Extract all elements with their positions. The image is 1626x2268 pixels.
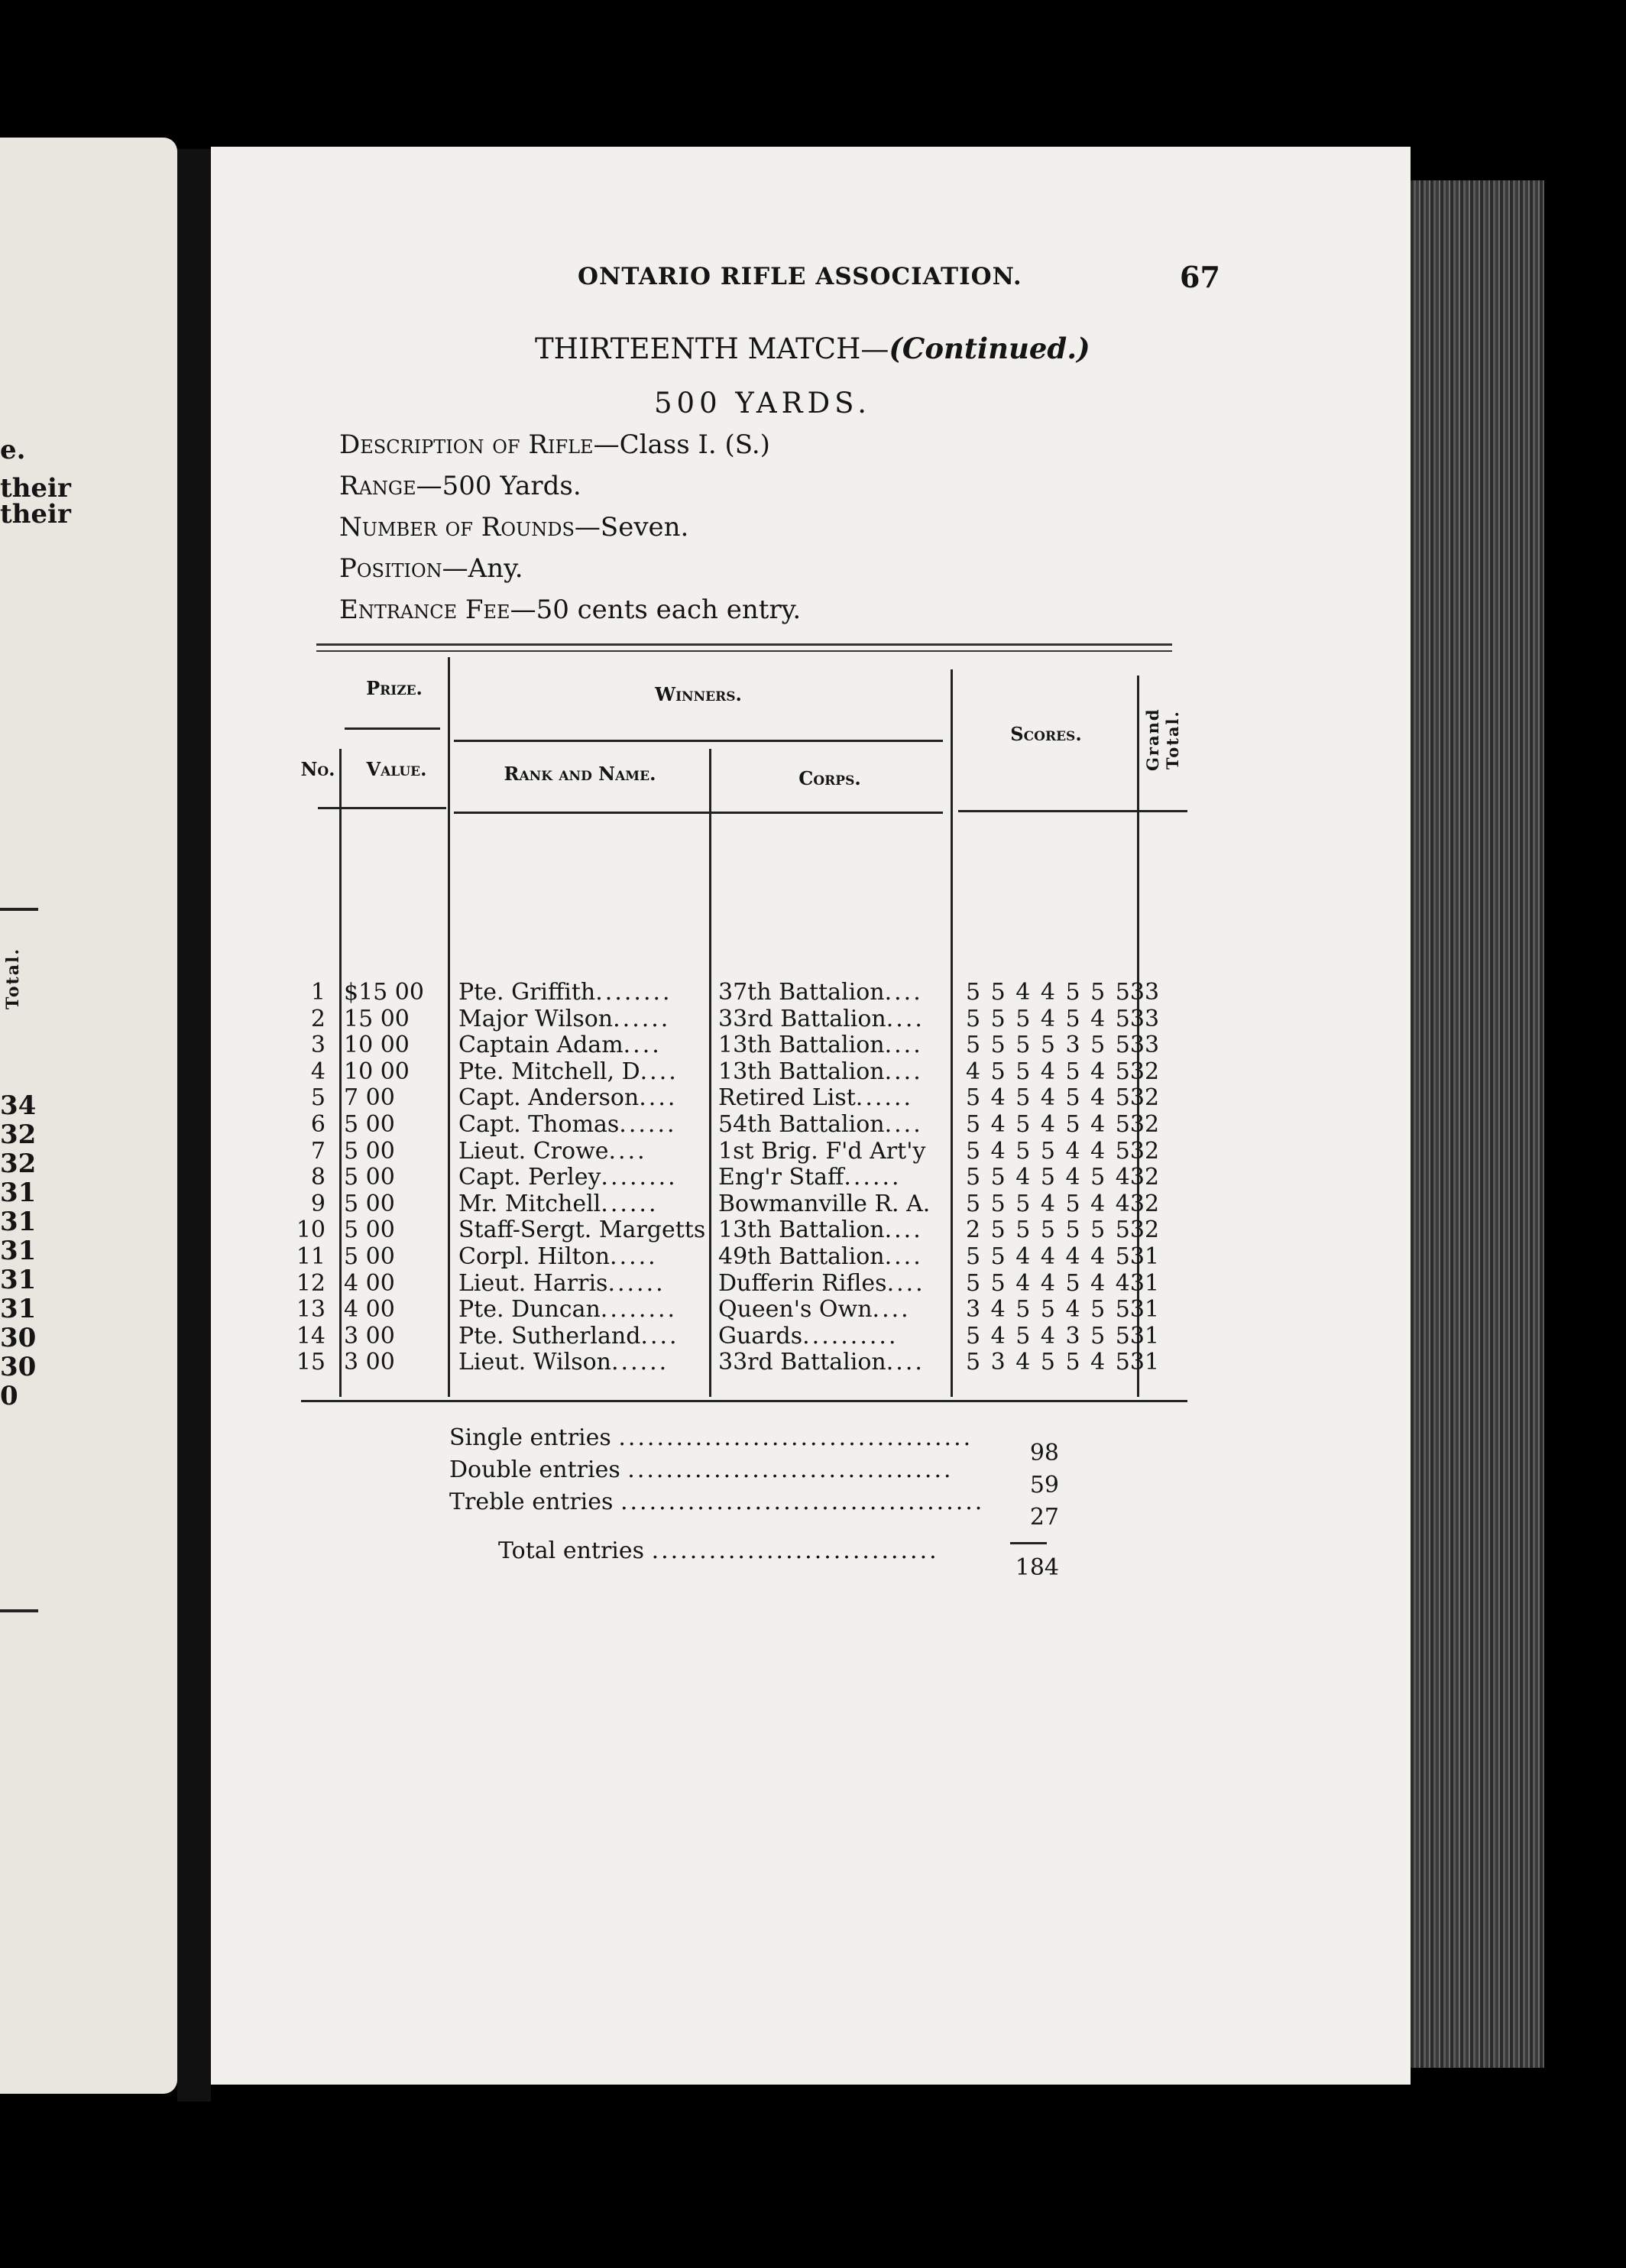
summary-label: Single entries [449,1424,611,1451]
winner-name-text: Corpl. Hilton [458,1244,611,1270]
prize-value [344,1244,451,1270]
condition-label: Position [339,553,442,584]
left-total: 31 [0,1236,37,1266]
prize-number-text: 11 [296,1243,326,1270]
condition-label: Entrance Fee [339,595,510,625]
summary-leader: ..................................... [618,1424,973,1451]
grand-total-text: 32 [1129,1137,1160,1165]
prize-number-text: 10 [296,1217,326,1244]
winner-corps [718,1191,964,1217]
header-value: Value. [366,758,427,780]
winner-name [458,1085,718,1111]
summary-total-value: 184 [1015,1554,1059,1581]
dot-leader: ...... [844,1165,902,1191]
prize-number-text: 9 [310,1190,326,1217]
grand-total [1122,1059,1168,1085]
grand-total [1122,1139,1168,1165]
prize-value-text: 7 00 [344,1084,395,1112]
dot-leader: .... [886,1270,925,1297]
shot-scores [966,1059,1132,1085]
left-text-fragment: e. [0,435,26,465]
left-total: 30 [0,1352,37,1382]
match-title [535,332,1090,365]
right-page [211,147,1411,2085]
dot-leader: .... [884,1058,923,1085]
table-row [211,1349,1204,1375]
grand-total-text: 32 [1129,1111,1160,1138]
winner-name [458,980,718,1006]
summary-row-total [498,1537,939,1564]
winner-name [458,1217,718,1243]
dot-leader: ........ [601,1165,678,1191]
left-total: 31 [0,1265,37,1295]
winner-name [458,1349,718,1375]
grand-total-text: 33 [1129,1005,1160,1032]
dot-leader: ...... [619,1112,677,1138]
grand-total-text: 32 [1129,1058,1160,1085]
winner-name [458,1324,718,1349]
table-bottom-rule [301,1400,1187,1402]
dot-leader: ...... [611,1349,669,1376]
prize-number-text: 8 [310,1164,326,1191]
grand-total-text: 33 [1129,979,1160,1006]
grand-total [1122,1165,1168,1191]
winner-corps-text: Dufferin Rifles [718,1270,887,1297]
header-winners: Winners. [655,683,742,705]
shot-scores-text: 5 4 5 4 5 4 5 [966,1084,1132,1112]
winner-corps [718,1006,964,1032]
grand-total [1122,1006,1168,1032]
shot-scores [966,1244,1132,1270]
winner-corps [718,1217,964,1243]
grand-total [1122,1324,1168,1349]
table-row [211,1191,1204,1217]
summary-leader: ...................................... [620,1489,985,1515]
prize-number [283,1297,326,1323]
dot-leader: .... [884,1112,923,1138]
grand-total [1122,1217,1168,1243]
grand-total [1122,1085,1168,1111]
left-total: 0 [0,1381,18,1411]
shot-scores [966,1297,1132,1323]
grand-total-text: 31 [1129,1349,1160,1376]
winner-name [458,1244,718,1270]
winner-corps-text: 13th Battalion [718,1058,885,1085]
winner-corps-text: 13th Battalion [718,1217,885,1244]
prize-value [344,1059,451,1085]
table-row [211,980,1204,1006]
header-scores: Scores. [1010,723,1082,745]
shot-scores-text: 4 5 5 4 5 4 5 [966,1058,1132,1085]
prize-value [344,1217,451,1243]
shot-scores [966,1112,1132,1138]
prize-number [283,1112,326,1138]
prize-value-text: 5 00 [344,1190,395,1217]
condition-rifle [339,429,770,460]
condition-label: Range [339,471,416,501]
prize-value-text: 5 00 [344,1111,395,1138]
winner-name-text: Mr. Mitchell [458,1191,601,1217]
summary-label: Double entries [449,1456,620,1483]
shot-scores [966,1324,1132,1349]
shot-scores-text: 2 5 5 5 5 5 5 [966,1217,1132,1244]
dot-leader: .... [884,1032,923,1059]
winner-corps [718,980,964,1006]
grand-total-text: 31 [1129,1269,1160,1297]
winner-corps-text: Guards [718,1323,803,1349]
shot-scores [966,1349,1132,1375]
header-corps: Corps. [798,767,861,789]
dot-leader: .......... [802,1323,899,1349]
table-top-rule [316,643,1172,652]
table-row [211,1139,1204,1165]
winner-name [458,1059,718,1085]
prize-number [283,1139,326,1165]
prize-number [283,1032,326,1058]
shot-scores-text: 5 5 4 5 4 5 4 [966,1164,1132,1191]
winner-corps [718,1349,964,1375]
winner-corps [718,1059,964,1085]
summary-value: 59 [1029,1472,1059,1498]
winner-name-text: Lieut. Harris [458,1270,608,1297]
prize-value-text: 3 00 [344,1349,395,1376]
prize-number-text: 7 [310,1137,326,1165]
prize-value-text: 5 00 [344,1164,395,1191]
prize-value [344,1349,451,1375]
header-rule [318,807,446,809]
prize-value-text: 15 00 [344,1005,410,1032]
prize-value [344,1085,451,1111]
grand-total [1122,1271,1168,1297]
left-total: 32 [0,1119,37,1150]
winner-corps-text: 1st Brig. F'd Art'y [718,1138,926,1165]
condition-position [339,553,523,584]
prize-value-text: $15 00 [344,979,424,1006]
left-page-fragment [0,138,177,2094]
prize-value [344,980,451,1006]
prize-number-text: 6 [310,1111,326,1138]
grand-total-text: 33 [1129,1032,1160,1059]
left-total: 30 [0,1323,37,1353]
prize-number-text: 1 [310,979,326,1006]
table-row [211,1244,1204,1270]
dot-leader: .... [608,1138,647,1165]
prize-number [283,1059,326,1085]
prize-value [344,1271,451,1297]
left-totals-column [0,1091,36,1411]
dot-leader: ...... [607,1270,666,1297]
shot-scores [966,1217,1132,1243]
winner-corps [718,1244,964,1270]
shot-scores-text: 5 4 5 4 5 4 5 [966,1111,1132,1138]
condition-value: —Seven. [574,512,689,543]
prize-number-text: 13 [296,1296,326,1324]
dot-leader: ..... [610,1244,658,1270]
winner-name-text: Lieut. Crowe [458,1138,609,1165]
condition-range [339,471,581,501]
winner-name [458,1032,718,1058]
winner-corps [718,1324,964,1349]
header-rank-name: Rank and Name. [504,763,656,785]
prize-value [344,1191,451,1217]
prize-number [283,1191,326,1217]
grand-total-text: 32 [1129,1217,1160,1244]
table-row [211,1217,1204,1243]
winner-name-text: Pte. Sutherland [458,1323,641,1349]
dot-leader: .... [886,1006,925,1032]
winner-corps-text: 37th Battalion [718,980,885,1006]
dot-leader: ...... [601,1191,659,1217]
winner-corps-text: 13th Battalion [718,1032,885,1059]
shot-scores-text: 3 4 5 5 4 5 5 [966,1296,1132,1324]
match-continued: (Continued.) [889,332,1090,365]
winner-name [458,1006,718,1032]
prize-number [283,1085,326,1111]
dot-leader: .... [640,1058,679,1085]
header-prize: Prize. [366,677,423,699]
left-total: 32 [0,1149,37,1179]
shot-scores-text: 5 3 4 5 5 4 5 [966,1349,1132,1376]
summary-value: 27 [1029,1504,1059,1531]
summary-row-double [449,1456,954,1483]
shot-scores [966,1165,1132,1191]
header-no: No. [300,758,335,780]
grand-total-text: 32 [1129,1164,1160,1191]
match-distance: 500 YARDS. [654,387,871,420]
summary-leader: .................................. [627,1456,954,1483]
winner-name-text: Captain Adam [458,1032,624,1059]
grand-total [1122,980,1168,1006]
left-total-heading: Total. [3,948,23,1009]
left-text-fragment: their [0,473,71,504]
condition-value: —500 Yards. [416,471,581,501]
shot-scores [966,1032,1132,1058]
dot-leader: .... [640,1323,679,1349]
shot-scores [966,1191,1132,1217]
dot-leader: .... [872,1297,911,1324]
header-grand-total: Grand Total. [1143,708,1182,772]
winner-corps-text: 54th Battalion [718,1112,885,1138]
winner-corps [718,1297,964,1323]
grand-total-text: 32 [1129,1190,1160,1217]
prize-number [283,1217,326,1243]
table-row [211,1032,1204,1058]
winner-name-text: Lieut. Wilson [458,1349,611,1376]
winner-corps-text: Eng'r Staff [718,1165,844,1191]
grand-total [1122,1032,1168,1058]
winner-corps-text: Retired List [718,1085,856,1112]
prize-value-text: 10 00 [344,1058,410,1085]
shot-scores-text: 5 5 5 4 5 4 5 [966,1005,1132,1032]
summary-rule [1010,1542,1047,1544]
prize-value-text: 3 00 [344,1322,395,1349]
winner-name-text: Capt. Thomas [458,1112,620,1138]
shot-scores-text: 5 4 5 5 4 4 5 [966,1137,1132,1165]
dot-leader: ...... [613,1006,671,1032]
winner-corps-text: 33rd Battalion [718,1349,886,1376]
winner-name [458,1112,718,1138]
prize-number-text: 3 [310,1032,326,1059]
dot-leader: .... [884,980,923,1006]
dot-leader: .... [623,1032,662,1059]
shot-scores-text: 5 5 5 4 5 4 4 [966,1190,1132,1217]
table-row [211,1006,1204,1032]
shot-scores-text: 5 4 5 4 3 5 5 [966,1322,1132,1349]
prize-number [283,1006,326,1032]
dot-leader: .... [639,1085,678,1112]
grand-total-text: 31 [1129,1296,1160,1324]
prize-value-text: 4 00 [344,1296,395,1324]
summary-row-treble [449,1489,984,1515]
winner-corps [718,1139,964,1165]
prize-number-text: 12 [296,1269,326,1297]
winner-name [458,1271,718,1297]
header-rule [454,740,943,742]
condition-value: —50 cents each entry. [510,595,802,625]
grand-total [1122,1244,1168,1270]
header-rule [345,727,440,730]
prize-number-text: 2 [310,1005,326,1032]
winner-name-text: Pte. Mitchell, D [458,1058,640,1085]
grand-total-text: 31 [1129,1243,1160,1270]
prize-number [283,1324,326,1349]
dot-leader: .... [886,1349,925,1376]
shot-scores-text: 5 5 4 4 4 4 5 [966,1243,1132,1270]
grand-total [1122,1349,1168,1375]
condition-value: —Class I. (S.) [593,429,770,460]
prize-number [283,1349,326,1375]
winner-name [458,1191,718,1217]
grand-total [1122,1112,1168,1138]
winner-name-text: Pte. Griffith [458,980,596,1006]
dot-leader: ........ [595,980,672,1006]
summary-label: Treble entries [449,1489,614,1515]
running-title: ONTARIO RIFLE ASSOCIATION. [578,263,1022,290]
dot-leader: ........ [600,1297,678,1324]
grand-total [1122,1191,1168,1217]
prize-number [283,1271,326,1297]
condition-value: —Any. [442,553,523,584]
table-row [211,1059,1204,1085]
shot-scores [966,1139,1132,1165]
header-rule [454,812,943,814]
prize-value [344,1324,451,1349]
grand-total [1122,1297,1168,1323]
winner-corps [718,1032,964,1058]
winner-name-text: Major Wilson [458,1006,614,1032]
shot-scores [966,980,1132,1006]
left-total: 34 [0,1090,37,1121]
winner-corps-text: Queen's Own [718,1297,873,1324]
header-rule [958,810,1187,812]
grand-total-text: 31 [1129,1322,1160,1349]
winner-corps [718,1165,964,1191]
prize-number [283,1244,326,1270]
page-edges [1411,180,1544,2068]
winner-corps-text: 33rd Battalion [718,1006,886,1032]
winner-corps [718,1271,964,1297]
prize-value [344,1006,451,1032]
dot-leader: .... [884,1217,923,1244]
grand-total-text: 32 [1129,1084,1160,1112]
condition-rounds [339,512,688,543]
prize-value [344,1139,451,1165]
summary-label: Total entries [498,1537,645,1564]
shot-scores [966,1271,1132,1297]
winner-name-text: Capt. Anderson [458,1085,640,1112]
summary-value: 98 [1029,1440,1059,1466]
left-text-fragment: their [0,499,71,530]
table-row [211,1324,1204,1349]
prize-value-text: 4 00 [344,1269,395,1297]
winner-name [458,1165,718,1191]
book-gutter [177,149,211,2101]
condition-fee [339,595,801,625]
prize-value-text: 5 00 [344,1137,395,1165]
prize-value-text: 10 00 [344,1032,410,1059]
prize-number-text: 14 [296,1322,326,1349]
prize-number-text: 5 [310,1084,326,1112]
match-title-text: THIRTEENTH MATCH— [535,332,889,365]
winner-corps [718,1085,964,1111]
winner-corps [718,1112,964,1138]
winner-corps-text: Bowmanville R. A. [718,1191,931,1217]
left-rule [0,908,38,911]
prize-value [344,1112,451,1138]
prize-number-text: 15 [296,1349,326,1376]
winner-name-text: Capt. Perley [458,1165,601,1191]
left-rule [0,1609,38,1612]
shot-scores-text: 5 5 4 4 5 4 4 [966,1269,1132,1297]
winner-corps-text: 49th Battalion [718,1244,885,1270]
left-total: 31 [0,1294,37,1324]
table-row [211,1271,1204,1297]
shot-scores [966,1085,1132,1111]
summary-row-single [449,1424,973,1451]
prize-value [344,1297,451,1323]
winner-name [458,1139,718,1165]
left-total: 31 [0,1207,37,1237]
summary-leader: .............................. [651,1537,939,1564]
left-total: 31 [0,1178,37,1208]
prize-value-text: 5 00 [344,1217,395,1244]
prize-value-text: 5 00 [344,1243,395,1270]
prize-number-text: 4 [310,1058,326,1085]
winner-name-text: Staff-Sergt. Margetts [458,1217,706,1244]
page-number: 67 [1180,260,1220,294]
condition-label: Number of Rounds [339,512,575,543]
shot-scores-text: 5 5 4 4 5 5 5 [966,979,1132,1006]
prize-value [344,1165,451,1191]
table-row [211,1297,1204,1323]
winner-name-text: Pte. Duncan [458,1297,601,1324]
table-row [211,1085,1204,1111]
table-row [211,1112,1204,1138]
shot-scores-text: 5 5 5 5 3 5 5 [966,1032,1132,1059]
condition-label: Description of Rifle [339,429,594,460]
prize-number [283,1165,326,1191]
dot-leader: .... [884,1244,923,1270]
prize-number [283,980,326,1006]
winner-name [458,1297,718,1323]
dot-leader: ...... [855,1085,914,1112]
shot-scores [966,1006,1132,1032]
prize-value [344,1032,451,1058]
table-row [211,1165,1204,1191]
